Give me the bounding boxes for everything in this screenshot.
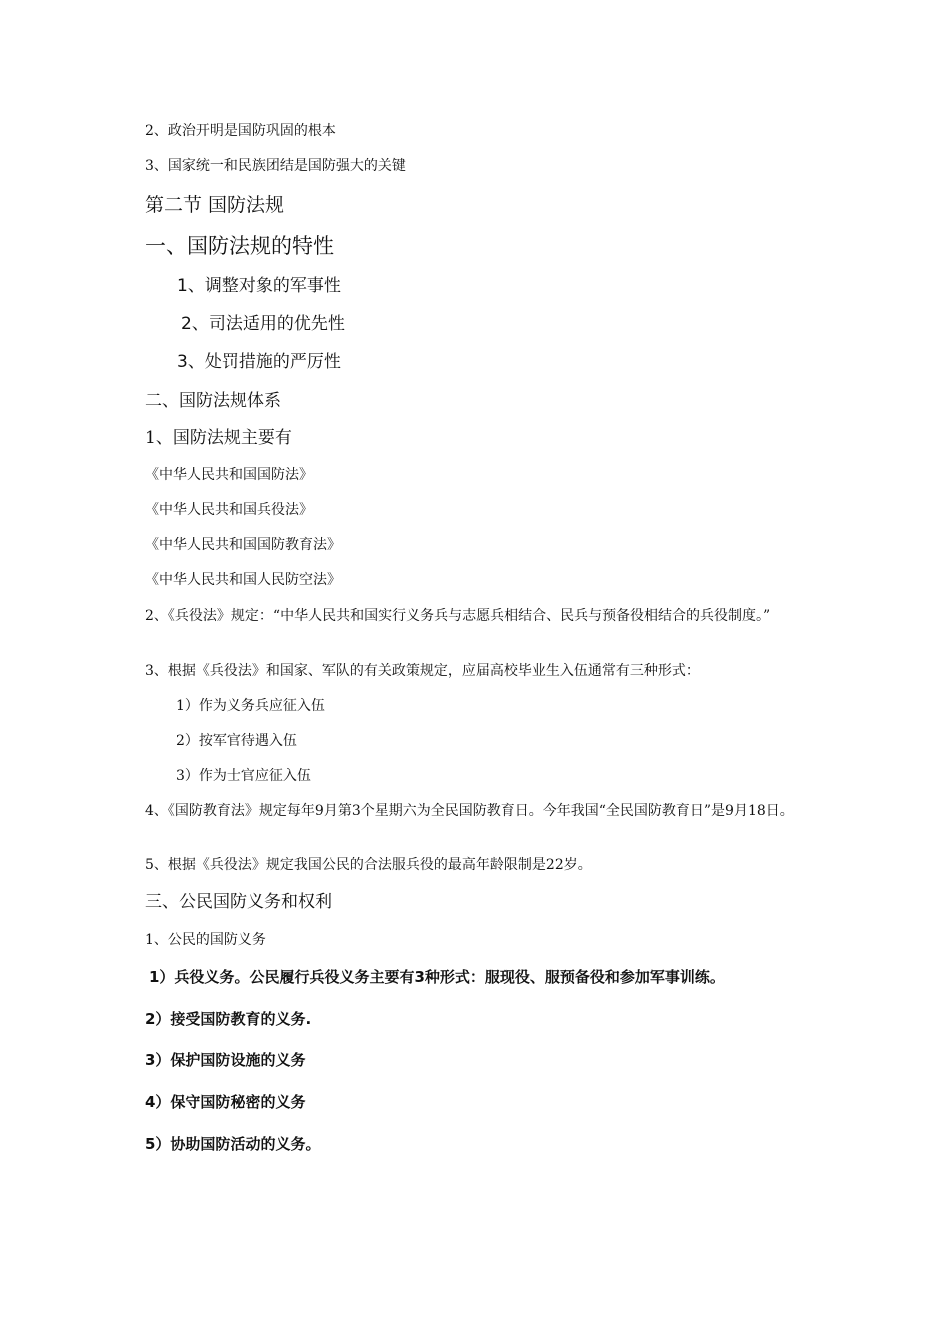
enlistment-form: 2）按军官待遇入伍	[176, 733, 297, 749]
part1-item: 2、司法适用的优先性	[181, 314, 345, 334]
enlistment-form: 1）作为义务兵应征入伍	[176, 698, 325, 714]
intro-item: 2、政治开明是国防巩固的根本	[145, 123, 336, 139]
section-title: 第二节 国防法规	[145, 194, 285, 216]
part3-heading: 三、公民国防义务和权利	[145, 892, 332, 912]
part1-heading: 一、国防法规的特性	[145, 234, 334, 258]
enlistment-paragraph: 3、根据《兵役法》和国家、军队的有关政策规定，应届高校毕业生入伍通常有三种形式：	[145, 663, 700, 679]
part1-item: 1、调整对象的军事性	[177, 276, 341, 296]
age-limit-paragraph: 5、根据《兵役法》规定我国公民的合法服兵役的最高年龄限制是22岁。	[145, 857, 592, 873]
law-name: 《中华人民共和国人民防空法》	[145, 572, 341, 588]
duty-item: 3）保护国防设施的义务	[145, 1051, 306, 1069]
conscription-law-paragraph: 2、《兵役法》规定：“中华人民共和国实行义务兵与志愿兵相结合、民兵与预备役相结合的兵役制度。”	[145, 608, 771, 624]
education-day-paragraph: 4、《国防教育法》规定每年9月第3个星期六为全民国防教育日。今年我国“全民国防教育日”是9月18日。	[145, 803, 794, 819]
duty-item: 4）保守国防秘密的义务	[145, 1093, 306, 1111]
duty-item: 1）兵役义务。公民履行兵役义务主要有3种形式：服现役、服预备役和参加军事训练。	[149, 968, 725, 986]
duty-item: 2）接受国防教育的义务.	[145, 1010, 312, 1028]
intro-item: 3、国家统一和民族团结是国防强大的关键	[145, 158, 406, 174]
law-name: 《中华人民共和国国防法》	[145, 467, 313, 483]
duty-item: 5）协助国防活动的义务。	[145, 1135, 321, 1153]
enlistment-form: 3）作为士官应征入伍	[176, 768, 311, 784]
part2-heading: 二、国防法规体系	[145, 391, 281, 411]
part1-item: 3、处罚措施的严厉性	[177, 352, 341, 372]
part3-subheading: 1、公民的国防义务	[145, 932, 266, 948]
law-name: 《中华人民共和国国防教育法》	[145, 537, 341, 553]
part2-subheading: 1、国防法规主要有	[145, 428, 292, 448]
law-name: 《中华人民共和国兵役法》	[145, 502, 313, 518]
